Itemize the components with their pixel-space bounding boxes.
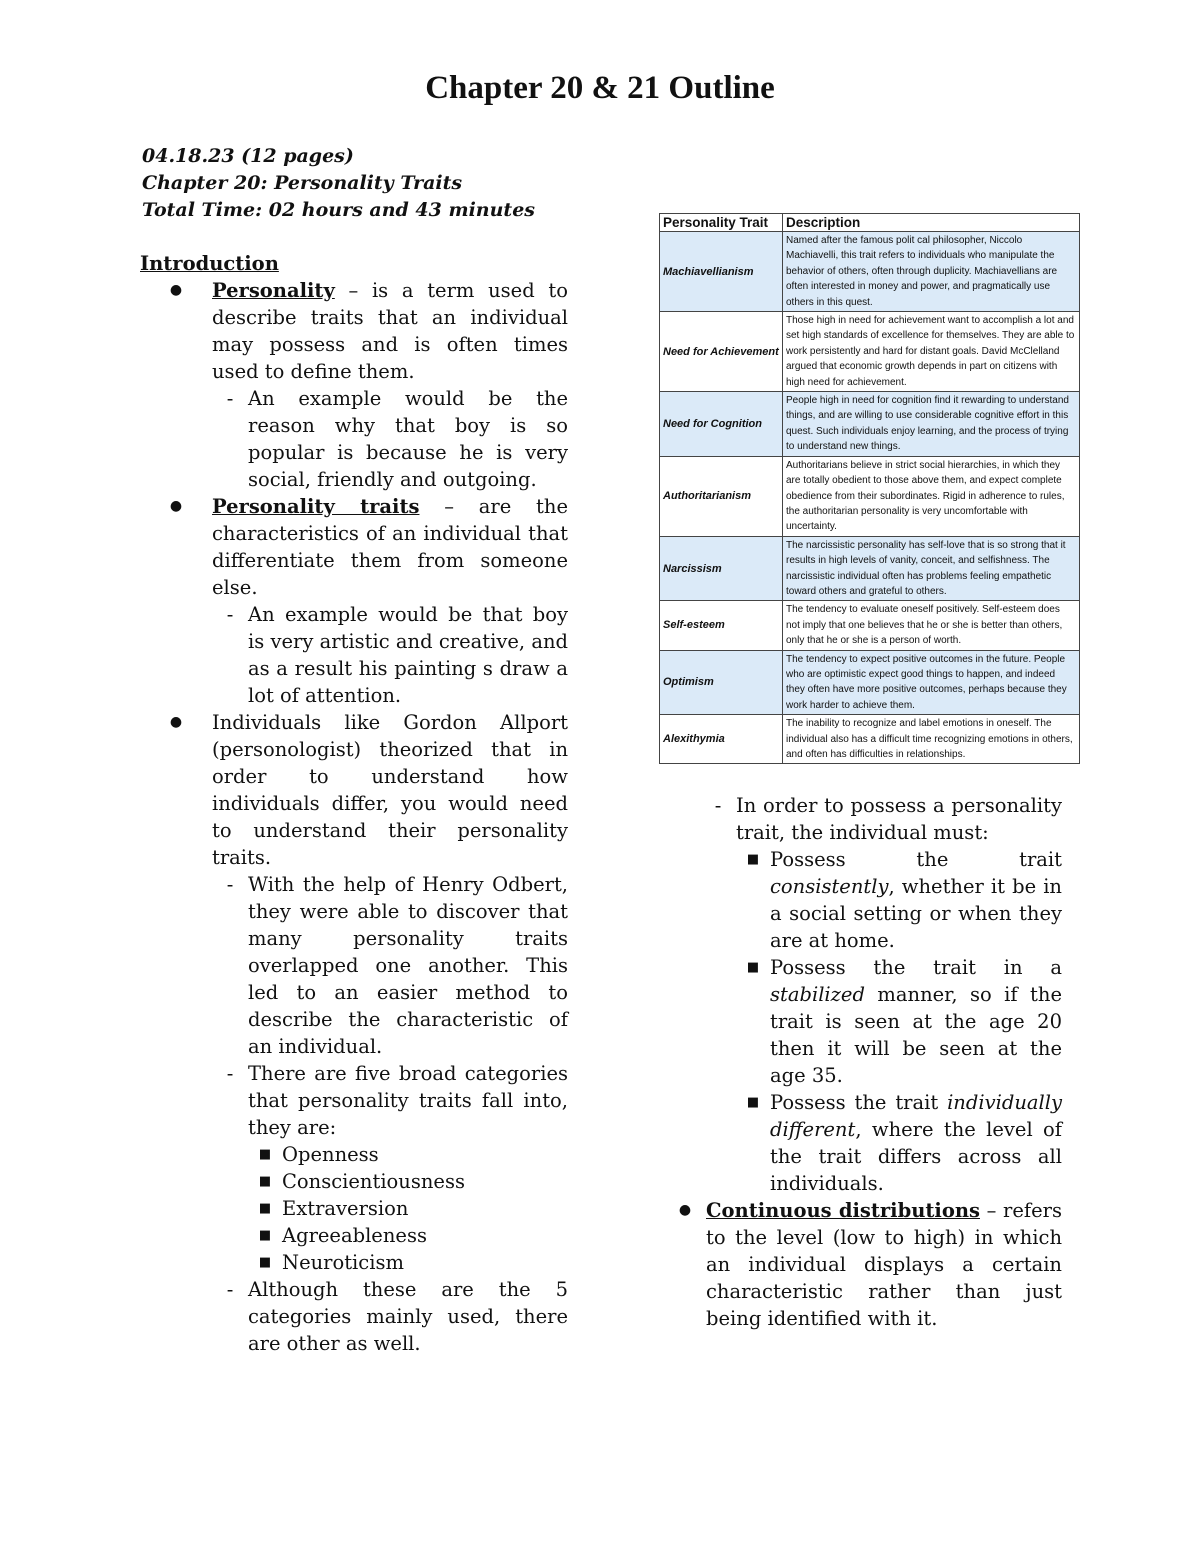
bullet-icon: ● [169, 498, 183, 514]
definition-text: – is a term used to describe traits that an individual may possess and is often times used to define them. [212, 279, 568, 383]
square-bullet-icon: ■ [258, 1228, 272, 1243]
trait-description: The inability to recognize and label emotions in oneself. The individual also has a difficult time recognizing emotions in others, and often has difficulties in relationships. [783, 715, 1080, 764]
right-column [664, 792, 1062, 1332]
document-meta [142, 143, 535, 224]
dash-icon: - [714, 794, 722, 817]
table-row [660, 392, 1080, 457]
trait-description: People high in need for cognition find it rewarding to understand things, and are willing to use considerable cognitive effort in this quest. Such individuals enjoy learning, and the process of trying to understand new things. [783, 392, 1080, 457]
chapter-line: Chapter 20: Personality Traits [142, 172, 463, 194]
list-item [212, 871, 568, 1060]
criterion-emphasis: consistently [770, 875, 889, 898]
trait-name: Need for Achievement [660, 312, 783, 392]
square-bullet-icon: ■ [258, 1174, 272, 1189]
square-bullet-icon: ■ [746, 852, 760, 867]
list-item [736, 1089, 1062, 1197]
criterion-emphasis: individually different [770, 1091, 1062, 1141]
trait-name: Machiavellianism [660, 232, 783, 312]
trait-name: Optimism [660, 650, 783, 715]
table-row [660, 601, 1080, 650]
category-item: Extraversion [282, 1197, 409, 1220]
dash-icon: - [226, 1278, 234, 1301]
list-item [248, 1249, 568, 1276]
list-item [700, 792, 1062, 846]
table-row [660, 312, 1080, 392]
list-item [248, 1195, 568, 1222]
category-item: Openness [282, 1143, 379, 1166]
list-item [212, 385, 568, 493]
personality-trait-table [659, 213, 1080, 764]
list-item [212, 1060, 568, 1141]
criterion-text: Possess the trait [770, 1091, 948, 1114]
dash-icon: - [226, 873, 234, 896]
trait-description: Named after the famous polit cal philosopher, Niccolo Machiavelli, this trait refers to individuals who manipulate the behavior of others, often through duplicity. Machiavellians are often interested in money and power, and pragmatically use others in this quest. [783, 232, 1080, 312]
example-text: An example would be that boy is very artistic and creative, and as a result his painting s draw a lot of attention. [248, 603, 568, 707]
trait-name: Self-esteem [660, 601, 783, 650]
criterion-text: manner, so if the trait is seen at the age 20 then it will be seen at the age 35. [770, 983, 1062, 1087]
trait-name: Alexithymia [660, 715, 783, 764]
square-bullet-icon: ■ [746, 960, 760, 975]
example-text: An example would be the reason why that boy is so popular is because he is very social, friendly and outgoing. [248, 387, 568, 491]
criterion-emphasis: stabilized [770, 983, 865, 1006]
paragraph-text: Individuals like Gordon Allport (personologist) theorized that in order to understand how individuals differ, you would need to understand their personality traits. [212, 711, 568, 869]
term-personality: Personality [212, 279, 335, 302]
document-title: Chapter 20 & 21 Outline [425, 70, 775, 106]
paragraph-text: Although these are the 5 categories mainly used, there are other as well. [248, 1278, 568, 1355]
criterion-text: Possess the trait in a [770, 956, 1062, 979]
trait-description: The tendency to evaluate oneself positively. Self-esteem does not imply that one believes that he or she is better than others, only that he or she is a person of worth. [783, 601, 1080, 650]
dash-icon: - [226, 387, 234, 410]
paragraph-text: In order to possess a personality trait, the individual must: [736, 794, 1062, 844]
trait-description: The narcissistic personality has self-love that is so strong that it results in high levels of vanity, conceit, and selfishness. The narcissistic individual often has problems feeling empathetic toward others and grateful to others. [783, 536, 1080, 601]
category-item: Neuroticism [282, 1251, 404, 1274]
list-item [664, 1197, 1062, 1332]
criterion-text: , whether it be in a social setting or when they are at home. [770, 875, 1062, 952]
trait-description: The tendency to expect positive outcomes in the future. People who are optimistic expect good things to happen, and indeed they often have more positive outcomes, perhaps because they work harder to achieve them. [783, 650, 1080, 715]
category-item: Agreeableness [282, 1224, 427, 1247]
square-bullet-icon: ■ [258, 1201, 272, 1216]
definition-text: – are the characteristics of an individual that differentiate them from someone else. [212, 495, 568, 599]
list-item [248, 1222, 568, 1249]
term-continuous-distributions: Continuous distributions [706, 1199, 980, 1222]
table-row [660, 650, 1080, 715]
category-item: Conscientiousness [282, 1170, 465, 1193]
list-item [248, 1168, 568, 1195]
table-row [660, 456, 1080, 536]
trait-name: Authoritarianism [660, 456, 783, 536]
table-row [660, 715, 1080, 764]
left-column [140, 250, 568, 1357]
criterion-text: , where the level of the trait differs across all individuals. [770, 1118, 1062, 1195]
section-heading: Introduction [140, 252, 279, 275]
square-bullet-icon: ■ [746, 1095, 760, 1110]
dash-icon: - [226, 603, 234, 626]
table-header-row [660, 214, 1080, 232]
list-item [140, 709, 568, 871]
dash-icon: - [226, 1062, 234, 1085]
list-item [140, 493, 568, 601]
bullet-icon: ● [169, 282, 183, 298]
paragraph-text: There are five broad categories that personality traits fall into, they are: [248, 1062, 568, 1139]
list-item [140, 277, 568, 385]
header-trait: Personality Trait [660, 214, 783, 232]
definition-text: – refers to the level (low to high) in which an individual displays a certain characteristic rather than just being identified with it. [706, 1199, 1062, 1330]
bullet-icon: ● [678, 1202, 692, 1218]
square-bullet-icon: ■ [258, 1147, 272, 1162]
list-item [212, 601, 568, 709]
list-item [736, 954, 1062, 1089]
list-item [212, 1276, 568, 1357]
list-item [248, 1141, 568, 1168]
date-line: 04.18.23 (12 pages) [142, 145, 354, 167]
trait-description: Authoritarians believe in strict social hierarchies, in which they are totally obedient to those above them, and expect complete obedience from their subordinates. Rigid in adherence to rules, the authoritarian personality is very uncomfortable with uncertainty. [783, 456, 1080, 536]
square-bullet-icon: ■ [258, 1255, 272, 1270]
table-row [660, 232, 1080, 312]
trait-description: Those high in need for achievement want to accomplish a lot and set high standards of excellence for themselves. They are able to work persistently and hard for distant goals. David McClelland argued that economic growth depends in part on citizens with high need for achievement. [783, 312, 1080, 392]
paragraph-text: With the help of Henry Odbert, they were able to discover that many personality traits overlapped one another. This led to an easier method to describe the characteristic of an individual. [248, 873, 568, 1058]
time-line: Total Time: 02 hours and 43 minutes [142, 199, 535, 221]
bullet-icon: ● [169, 714, 183, 730]
trait-name: Narcissism [660, 536, 783, 601]
table-row [660, 536, 1080, 601]
trait-name: Need for Cognition [660, 392, 783, 457]
header-description: Description [783, 214, 1080, 232]
term-personality-traits: Personality traits [212, 495, 420, 518]
criterion-text: Possess the trait [770, 848, 1062, 871]
list-item [736, 846, 1062, 954]
